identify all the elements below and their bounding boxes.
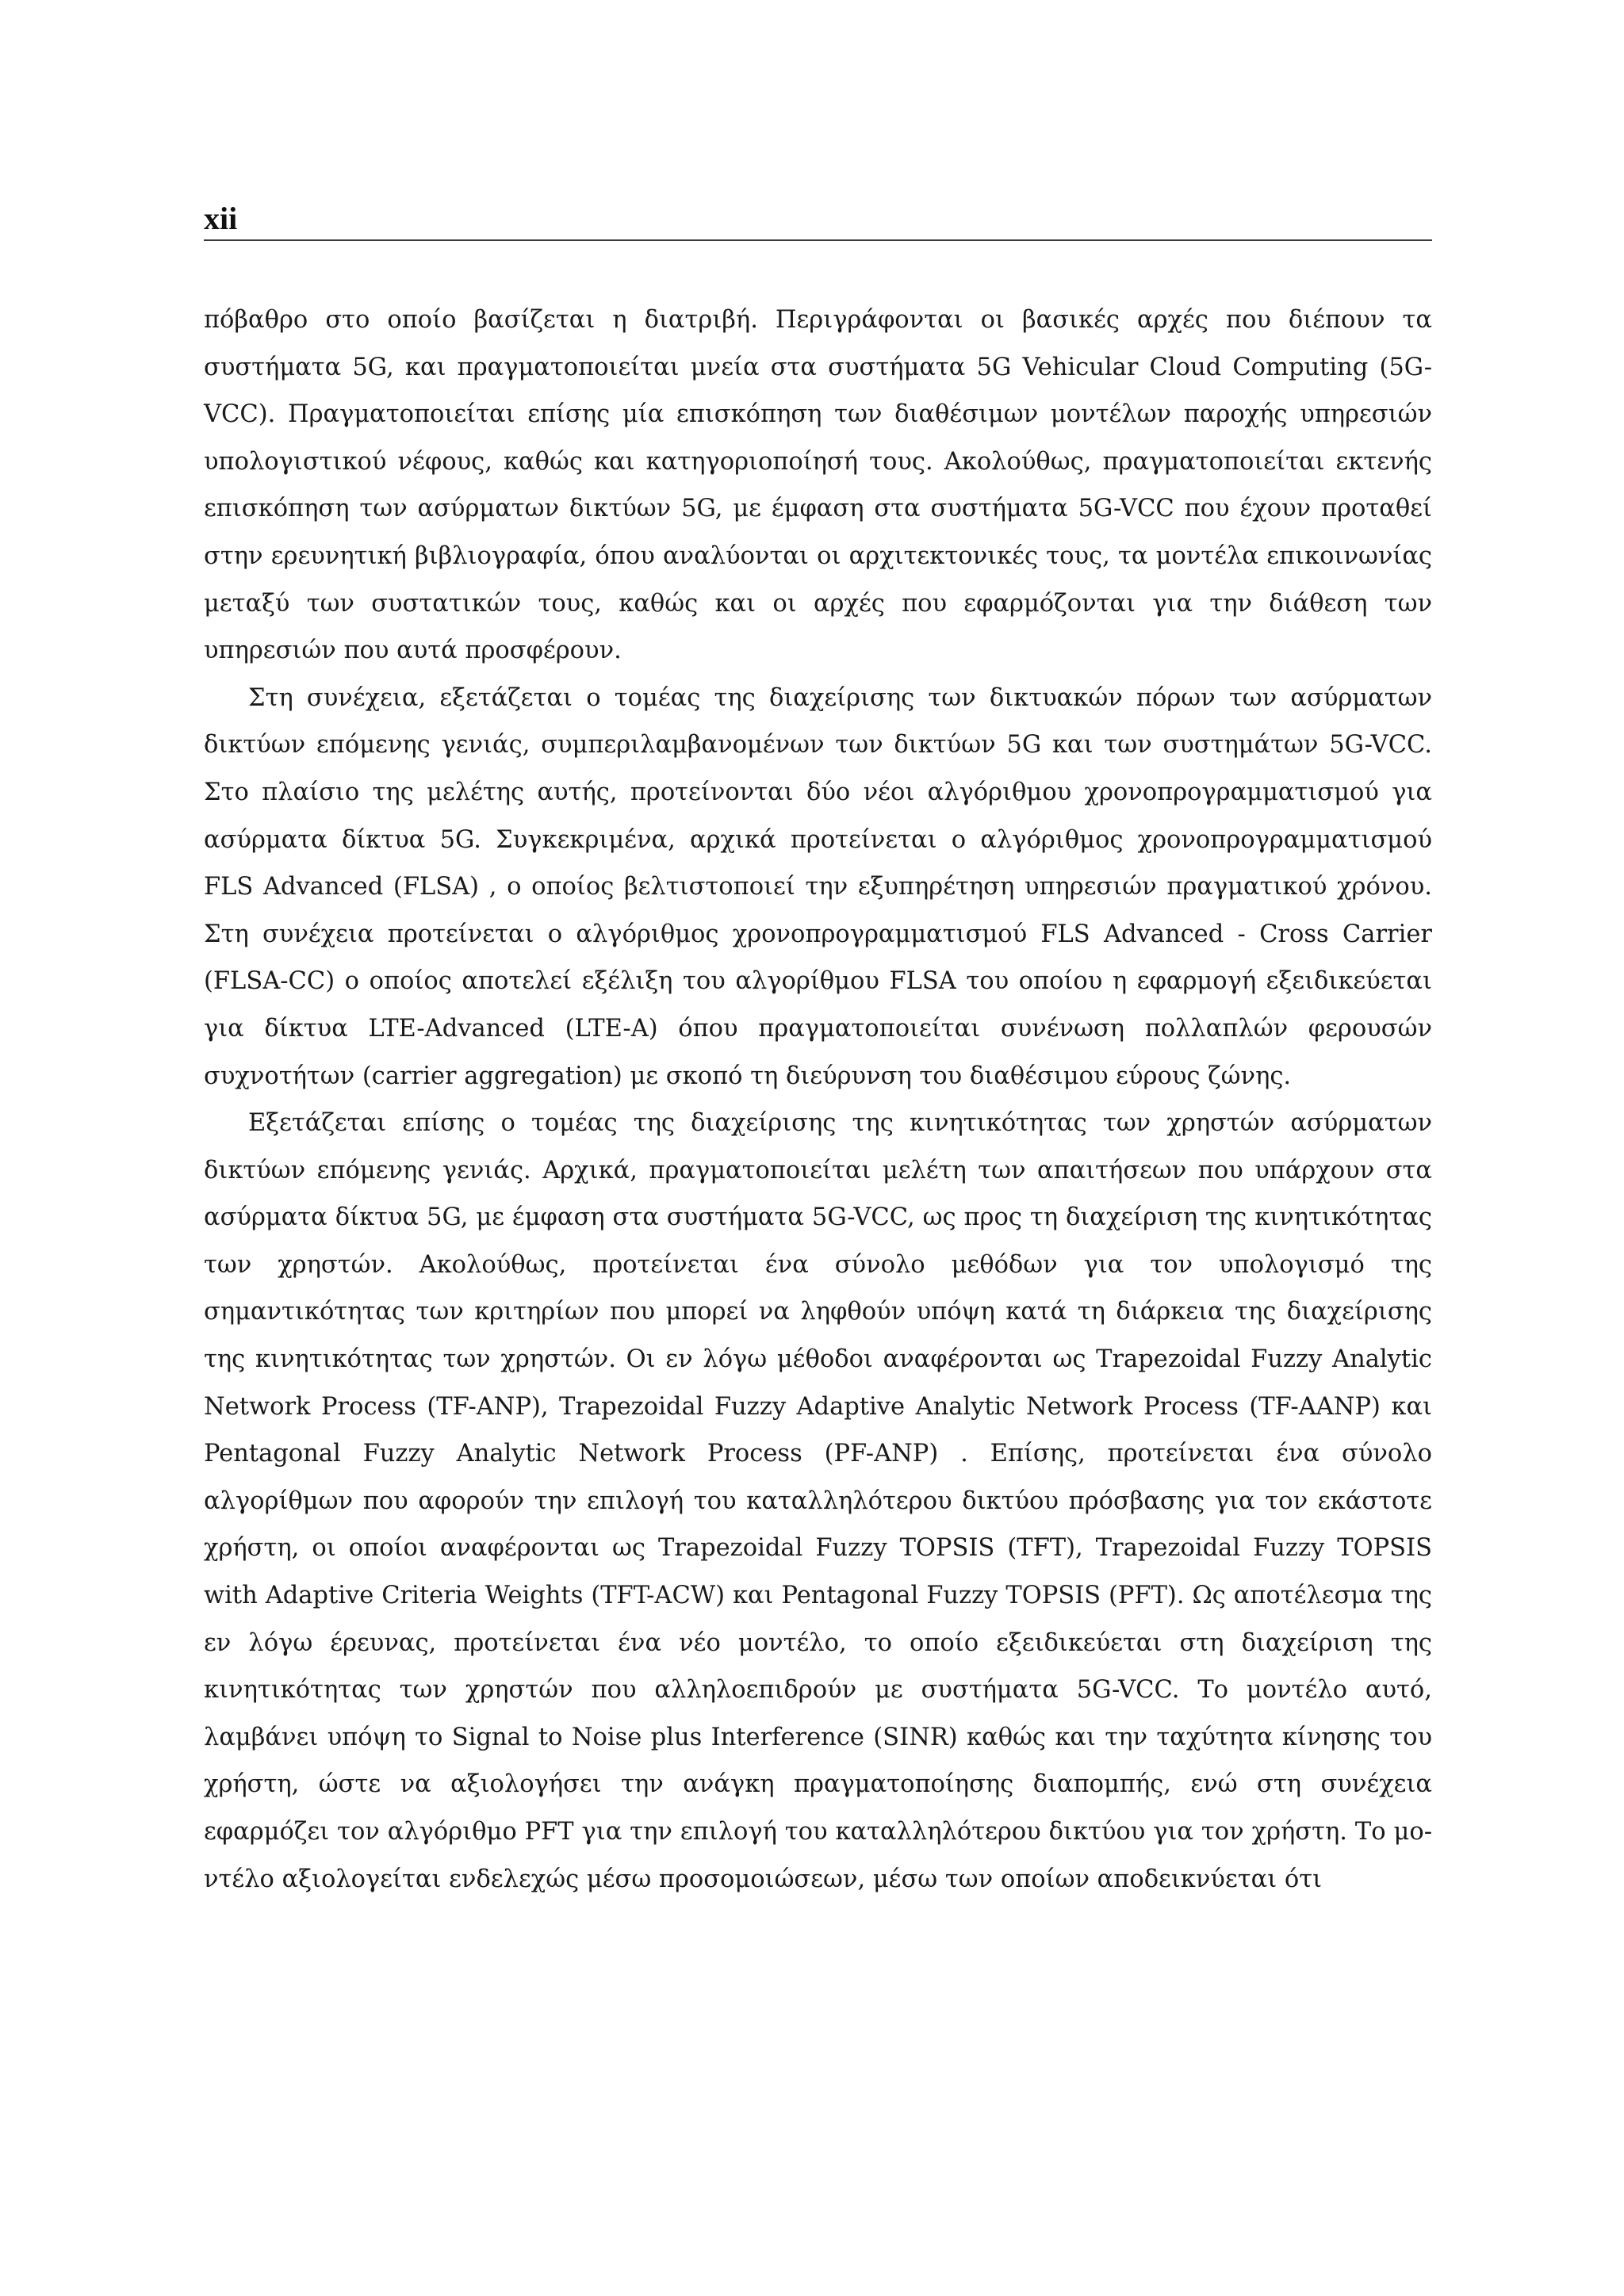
page-header <box>204 195 1432 241</box>
body-text <box>204 297 1432 1903</box>
paragraph-resource-management: Στη συνέχεια, εξετάζεται ο τομέας της διαχείρισης των δικτυακών πόρων των ασύρματων δικτύων επόμενης γενιάς, συμπεριλαμβανομένων των δικτύων 5G και των συστημάτων 5G-VCC. Στο πλαίσιο της μελέτης αυτής, προτείνονται δύο νέοι αλγόριθμου χρονοπρογραμματισμού για ασύρματα δίκτυα 5G. Συγκεκριμένα, αρχικά προτείνεται ο αλγόριθμος χρονοπρογραμματισμού FLS Advanced (FLSA) , ο οποίος βελτιστοποιεί την εξυπηρέτηση υπηρεσιών πραγματικού χρόνου. Στη συνέχεια προτείνεται ο αλγόριθμος χρονοπρογραμματισμού FLS Advanced - Cross Carrier (FLSA-CC) ο οποίος αποτελεί εξέλιξη του αλγορίθμου FLSA του οποίου η εφαρμογή εξειδικεύεται για δίκτυα LTE-Advanced (LTE-A) όπου πραγματοποιείται συνένωση πολλαπλών φερουσών συχνοτήτων (carrier aggregation) με σκοπό τη διεύρυνση του διαθέσιμου εύρους ζώνης. <box>204 683 1432 1090</box>
paragraph-continued: πόβαθρο στο οποίο βασίζεται η διατριβή. Περιγράφονται οι βασικές αρχές που διέπουν τα συστήματα 5G, και πραγματοποιείται μνεία στα συστήματα 5G Vehicular Cloud Computing (5G-VCC). Πραγματοποιείται επίσης μία επισκόπηση των διαθέσιμων μοντέλων παροχής υπηρεσιών υπολογιστικού νέφους, καθώς και κατηγοριοποίησή τους. Ακολούθως, πραγματοποιείται εκτενής επισκόπηση των ασύρματων δικτύων 5G, με έμφαση στα συστήματα 5G-VCC που έχουν προταθεί στην ερευνητική βιβλιογραφία, όπου αναλύονται οι αρχιτεκτονικές τους, τα μοντέλα επικοινωνίας μεταξύ των συστατικών τους, καθώς και οι αρχές που εφαρμόζονται για την διάθεση των υπηρεσιών που αυτά προσφέρουν. <box>204 306 1432 665</box>
page-number: xii <box>204 201 238 236</box>
paragraph-mobility-management: Εξετάζεται επίσης ο τομέας της διαχείρισης της κινητικότητας των χρηστών ασύρματων δικτύων επόμενης γενιάς. Αρχικά, πραγματοποιείται μελέτη των απαιτήσεων που υπάρχουν στα ασύρματα δίκτυα 5G, με έμφαση στα συστήματα 5G-VCC, ως προς τη διαχείριση της κινητικότητας των χρηστών. Ακολούθως, προτείνεται ένα σύνολο μεθόδων για τον υπολογισμό της σημαντικότητας των κριτηρίων που μπορεί να ληφθούν υπόψη κατά τη διάρκεια της διαχείρισης της κινητικότητας των χρηστών. Οι εν λόγω μέθοδοι αναφέρονται ως Trapezoidal Fuzzy Analytic Network Process (TF-ANP), Trapezoidal Fuzzy Adaptive Analytic Network Process (TF-AANP) και Pentagonal Fuzzy Analytic Network Process (PF-ANP) . Επίσης, προτείνεται ένα σύνολο αλγορίθμων που αφορούν την επιλογή του καταλληλότερου δικτύου πρόσβασης για τον εκάστοτε χρήστη, οι οποίοι αναφέρονται ως Trapezoidal Fuzzy TOPSIS (TFT), Trapezoidal Fuzzy TOPSIS with Adaptive Criteria Weights (TFT-ACW) και Pentagonal Fuzzy TOPSIS (PFT). Ως αποτέλεσμα της εν λόγω έρευνας, προτείνεται ένα νέο μοντέλο, το οποίο εξειδικεύεται στη διαχείριση της κινητικότητας των χρηστών που αλληλοεπιδρούν με συστήματα 5G-VCC. Το μοντέλο αυτό, λαμβάνει υπόψη το Signal to Noise plus Interference (SINR) καθώς και την ταχύτητα κίνησης του χρήστη, ώστε να αξιολογήσει την ανάγκη πραγματοποίησης διαπομπής, ενώ στη συνέχεια εφαρμόζει τον αλγόριθμο PFT για την επιλογή του καταλληλότερου δικτύου για τον χρήστη. Το μοντέλο αξιολογείται ενδελεχώς μέσω προσομοιώσεων, μέσω των οποίων αποδεικνύεται ότι <box>204 1109 1432 1893</box>
